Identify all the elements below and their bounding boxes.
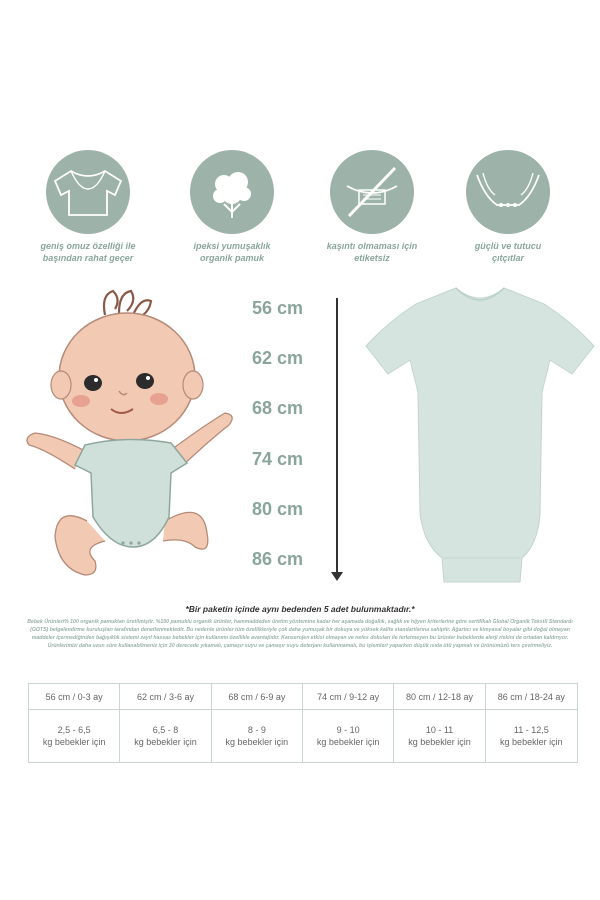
size-label: 62 cm bbox=[252, 348, 304, 368]
product-description: Bebek Ürünleri% 100 organik pamuktan üretilmiştir. %100 pamuklu organik ürünler, hammaddeden üretim yöntemine kadar her aşamada doğallık, sağlık ve hijyen kriterlerine göre sertifikalı Global Organik Tekstil Standardı (GOTS) belgelendirme kuruluşları tarafından denetlenmektedir. Bu nedenle ürünler tüm özellikleriyle çok daha yumuşak bir dokuya ve yüksek kalite standartlarına sahiptir. Ağartıcı ve kimyasal boyalar gibi doğal olmayan maddeler içermediğinden bağışıklık sistemi zayıf hassas bebekler için kullanımı özellikle avantajlıdır. Kanserojen etkisi olmayan ve nefes dokuları ile terletmeyen bu ürünler bebeklerde alerji riskini de ortadan kaldırıyor. Ürünlerimizi daha uzun süre kullanabilmeniz için 30 derecede yıkamalı, çamaşır suyu ve çamaşır suyu deterjanı kullanmamalı, bu işlemleri yaparken düşük ısıda ütü yapmalı ve ürünümüzü ters çevirmeliyiz. bbox=[27, 619, 573, 649]
size-label: 80 cm bbox=[252, 499, 304, 519]
shoulder-onesie-icon bbox=[46, 150, 130, 234]
feature-shoulder bbox=[18, 150, 158, 264]
table-header-cell: 56 cm / 0-3 ay bbox=[29, 684, 120, 710]
feature-no-label bbox=[302, 150, 442, 264]
table-weight-cell: 9 - 10 kg bebekler için bbox=[303, 710, 394, 762]
size-arrow-line bbox=[336, 298, 338, 576]
feature-label: kaşıntı olmaması için etiketsiz bbox=[326, 241, 418, 263]
table-header-cell: 68 cm / 6-9 ay bbox=[212, 684, 303, 710]
baby-illustration bbox=[15, 285, 240, 580]
table-header-cell: 62 cm / 3-6 ay bbox=[120, 684, 211, 710]
size-label: 74 cm bbox=[252, 449, 304, 469]
feature-cotton bbox=[162, 150, 302, 264]
feature-snaps bbox=[438, 150, 578, 264]
table-header-cell: 80 cm / 12-18 ay bbox=[394, 684, 485, 710]
feature-label: ipeksi yumuşaklık organik pamuk bbox=[193, 241, 271, 263]
table-weight-cell: 11 - 12,5 kg bebekler için bbox=[500, 725, 563, 747]
feature-label: geniş omuz özelliği ile başından rahat geçer bbox=[40, 241, 136, 263]
table-header-cell: 86 cm / 18-24 ay bbox=[486, 684, 577, 710]
table-weight-cell: 8 - 9 kg bebekler için bbox=[212, 710, 303, 762]
size-label: 68 cm bbox=[252, 398, 304, 418]
size-table bbox=[28, 683, 578, 763]
arrow-down-icon bbox=[331, 572, 343, 581]
size-label: 56 cm bbox=[252, 298, 304, 318]
table-weight-cell: 6,5 - 8 kg bebekler için bbox=[120, 710, 211, 762]
table-weight-cell: 2,5 - 6,5 kg bebekler için bbox=[29, 710, 120, 762]
snap-button-icon bbox=[466, 150, 550, 234]
cotton-icon bbox=[190, 150, 274, 234]
feature-label: güçlü ve tutucu çıtçıtlar bbox=[474, 241, 542, 263]
table-weight-cell: 10 - 11 kg bebekler için bbox=[394, 710, 485, 762]
bodysuit-illustration bbox=[362, 282, 598, 588]
package-note: *Bir paketin içinde aynı bedenden 5 adet bulunmaktadır.* bbox=[185, 604, 415, 614]
no-label-icon bbox=[330, 150, 414, 234]
table-header-cell: 74 cm / 9-12 ay bbox=[303, 684, 394, 710]
features-row bbox=[0, 150, 600, 270]
size-label: 86 cm bbox=[252, 549, 304, 569]
